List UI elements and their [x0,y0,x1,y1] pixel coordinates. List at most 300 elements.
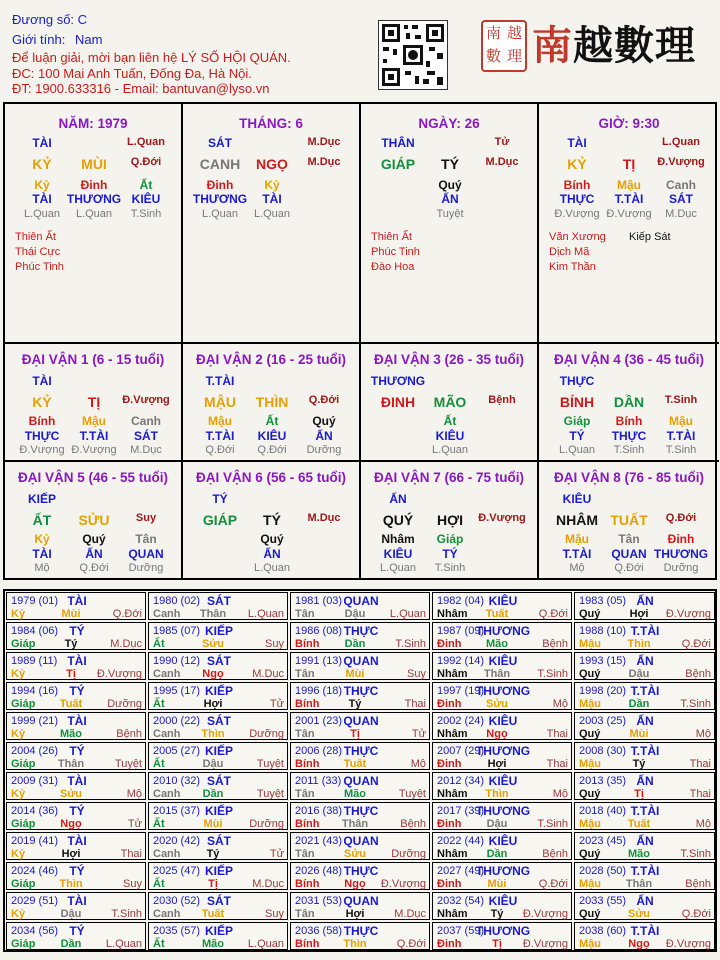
dai-van-r4-c1: TÝ [442,547,458,561]
dai-van-r4-c0: TÝ [569,429,585,443]
year-cell [148,622,288,650]
dai-van-r4-c1: KIÊU [257,429,287,443]
dai-van-r4-c0: THỰC [24,429,60,443]
pillar-r5-c1: L.Quan [253,208,291,220]
dai-van-r2-c1: TUẤT [610,512,648,528]
dai-van-title: ĐẠI VẬN 7 (66 - 75 tuổi) [373,470,525,485]
year-label: 2027 (49) [437,865,485,877]
dai-van-r2-c0: MẬU [204,394,236,410]
year-branch: Dậu [344,608,366,620]
pillar-r3-c1: Mậu [617,178,641,192]
dai-van-r5-c1: Đ.Vượng [71,444,117,456]
year-branch: Hợi [629,608,649,620]
year-phase: Mộ [410,758,426,770]
year-cell [6,712,146,740]
year-stem: Nhâm [437,728,468,740]
year-stem: Mậu [579,938,601,950]
year-branch: Hợi [203,698,223,710]
year-stem: Bính [295,758,320,770]
year-god: QUAN [343,594,379,608]
year-god: SÁT [207,834,231,848]
dai-van-r2-c2: Q.Đới [308,394,340,406]
year-branch: Dần [628,698,650,710]
year-label: 1988 (10) [579,625,627,637]
pillar-r1-c2: L.Quan [662,136,700,148]
year-label: 2002 (24) [437,715,485,727]
year-label: 1991 (13) [295,655,343,667]
year-stem: Canh [153,788,181,800]
year-branch: Tuất [59,698,83,710]
year-cell [290,862,430,890]
year-cell [290,682,430,710]
year-stem: Nhâm [437,848,468,860]
year-stem: Ất [153,878,165,890]
year-label: 2023 (45) [579,835,627,847]
year-label: 2015 (37) [153,805,201,817]
year-label: 2014 (36) [11,805,59,817]
year-label: 2018 (40) [579,805,627,817]
dai-van-r3-c1: Ất [443,414,457,428]
pillar-r2-c2: M.Dục [485,156,519,168]
year-phase: Thai [689,788,711,800]
year-stem: Ất [153,758,165,770]
year-stem: Mậu [579,878,601,890]
year-phase: Tuyệt [398,788,426,800]
year-cell [574,772,715,800]
dai-van-r1-c0: T.TÀI [205,374,235,388]
year-god: ẤN [636,834,654,848]
year-phase: Mộ [552,788,568,800]
dai-van-cell [5,462,183,578]
year-phase: Thai [404,698,426,710]
dai-van-cell [539,344,719,462]
year-cell [290,772,430,800]
year-phase: Bệnh [542,848,568,860]
year-branch: Tý [206,848,220,860]
year-branch: Tị [350,728,360,740]
year-cell [290,712,430,740]
year-cell [148,802,288,830]
year-god: TÝ [69,864,85,878]
year-god: TÝ [69,924,85,938]
contact-phone-email[interactable]: ĐT: 1900.633316 - Email: bantuvan@lyso.vn [12,81,270,96]
year-stem: Quý [579,608,601,620]
year-label: 2038 (60) [579,925,627,937]
year-branch: Tuất [343,758,367,770]
dai-van-r3-c1: Tân [618,532,640,546]
year-cell [432,712,572,740]
dai-van-r4-c1: KIÊU [435,429,465,443]
year-branch: Tuất [485,608,509,620]
dai-van-r2-c0: QUÝ [382,512,414,528]
year-god: KIẾP [204,684,234,698]
year-god: TÝ [69,744,85,758]
year-phase: Q.Đới [538,608,568,620]
year-cell [290,592,430,620]
year-label: 2007 (29) [437,745,485,757]
year-phase: T.Sinh [395,638,426,650]
year-cell [6,862,146,890]
pillar-r1-c2: Tử [494,136,510,148]
dai-van-r3-c1: Mậu [82,414,106,428]
pillar-title: GIỜ: 9:30 [598,116,660,131]
year-phase: Thai [120,848,142,860]
star-item: Kiếp Sát [629,231,671,243]
year-god: KIẾP [204,624,234,638]
dai-van-r4-c2: T.TÀI [666,429,696,443]
dai-van-r5-c1: Q.Đới [257,444,287,456]
year-stem: Mậu [579,698,601,710]
year-label: 2006 (28) [295,745,343,757]
year-stem: Mậu [579,758,601,770]
year-branch: Tị [492,938,502,950]
year-stem: Quý [579,668,601,680]
dai-van-r5-c0: L.Quan [558,444,596,456]
dai-van-r5-c0: L.Quan [379,562,417,574]
year-label: 2030 (52) [153,895,201,907]
seal-stamp: 南 越 數 理 [481,20,527,72]
year-label: 1995 (17) [153,685,201,697]
year-god: ẤN [636,594,654,608]
year-god: TÀI [67,714,87,728]
dai-van-r2-c1: TỊ [87,394,101,410]
year-stem: Ất [153,938,165,950]
year-branch: Dậu [60,908,82,920]
year-god: SÁT [207,654,231,668]
year-label: 2037 (59) [437,925,485,937]
year-branch: Dần [486,848,508,860]
star-item: Văn Xương [549,231,606,243]
year-god: TÀI [67,834,87,848]
pillar-r2-c1: TÝ [441,156,459,172]
year-branch: Sửu [59,788,83,800]
pillar-r4-c1: THƯƠNG [66,192,122,206]
year-cell [432,772,572,800]
qr-code[interactable] [378,20,448,90]
year-label: 2000 (22) [153,715,201,727]
year-label: 2029 (51) [11,895,59,907]
year-branch: Mùi [629,728,649,740]
pillar-r4-c1: TÀI [262,192,282,206]
year-label: 2005 (27) [153,745,201,757]
dai-van-r3-c0: Nhâm [381,532,415,546]
year-phase: Đ.Vượng [380,878,426,890]
year-phase: M.Dục [252,668,284,680]
year-phase: Bệnh [400,818,426,830]
year-stem: Ất [153,638,165,650]
year-god: TÝ [69,684,85,698]
year-branch: Mão [628,848,650,860]
year-god: T.TÀI [630,744,660,758]
pillar-r2-c1: NGỌ [256,156,288,172]
year-god: ẤN [636,714,654,728]
year-cell [6,742,146,770]
year-label: 1990 (12) [153,655,201,667]
year-stem: Kỷ [11,908,26,920]
dai-van-r2-c1: MÃO [433,394,467,410]
year-label: 1987 (09) [437,625,485,637]
dai-van-r3-c2: Mậu [669,414,693,428]
year-cell [290,742,430,770]
year-god: T.TÀI [630,624,660,638]
year-label: 1979 (01) [11,595,59,607]
year-branch: Thân [625,878,653,890]
year-branch: Mão [60,728,82,740]
dai-van-r4-c0: T.TÀI [562,547,592,561]
year-phase: Q.Đới [538,878,568,890]
year-phase: Suy [123,878,142,890]
year-cell [148,712,288,740]
year-label: 2013 (35) [579,775,627,787]
year-label: 1999 (21) [11,715,59,727]
year-stem: Bính [295,878,320,890]
year-branch: Thân [199,608,227,620]
pillar-cell [183,104,361,344]
dai-van-r2-c0: NHÂM [556,512,598,528]
year-cell [290,922,430,950]
year-label: 1985 (07) [153,625,201,637]
year-label: 2020 (42) [153,835,201,847]
year-god: THƯƠNG [475,624,531,638]
pillar-r4-c0: TÀI [32,192,52,206]
year-label: 1986 (08) [295,625,343,637]
year-branch: Mão [486,638,508,650]
year-branch: Ngọ [486,728,508,740]
year-phase: Suy [407,668,426,680]
year-stem: Tân [295,608,315,620]
dai-van-r3-c2: Đinh [667,532,695,546]
year-stem: Quý [579,908,601,920]
pillar-r4-c2: SÁT [669,192,693,206]
year-stem: Giáp [11,638,36,650]
year-branch: Sửu [343,848,367,860]
year-god: ẤN [636,894,654,908]
year-phase: L.Quan [105,938,142,950]
year-phase: Thai [689,758,711,770]
dai-van-title: ĐẠI VẬN 2 (16 - 25 tuổi) [195,352,347,367]
year-cell [148,592,288,620]
dai-van-r5-c1: L.Quan [253,562,291,574]
year-cell [432,682,572,710]
pillar-r2-c1: TỊ [622,156,636,172]
dai-van-r5-c0: Mộ [34,562,50,574]
pillar-r5-c0: L.Quan [201,208,239,220]
year-cell [574,592,715,620]
dai-van-r4-c1: T.TÀI [79,429,109,443]
year-god: KIÊU [488,894,518,908]
dai-van-r4-c0: KIÊU [383,547,413,561]
year-god: TÀI [67,654,87,668]
year-phase: Q.Đới [681,908,711,920]
dai-van-r2-c1: SỬU [78,512,110,528]
dai-van-r2-c2: Đ.Vượng [478,512,526,524]
year-stem: Canh [153,668,181,680]
dai-van-r3-c2: Quý [312,414,336,428]
year-stem: Tân [295,668,315,680]
year-label: 2010 (32) [153,775,201,787]
year-stem: Mậu [579,818,601,830]
year-cell [574,922,715,950]
pillar-r4-c0: THỰC [559,192,595,206]
year-god: THƯƠNG [475,924,531,938]
dai-van-r2-c1: DẦN [613,394,645,410]
year-label: 2036 (58) [295,925,343,937]
year-stem: Giáp [11,758,36,770]
year-cell [148,922,288,950]
year-branch: Dần [60,938,82,950]
year-label: 1981 (03) [295,595,343,607]
year-cell [574,652,715,680]
dai-van-r3-c0: Mậu [565,532,589,546]
year-cell [432,922,572,950]
dai-van-r5-c0: Đ.Vượng [19,444,65,456]
pillar-r2-c0: CANH [199,156,241,172]
year-cell [148,772,288,800]
pillar-title: THÁNG: 6 [239,116,303,131]
year-stem: Canh [153,908,181,920]
year-label: 1998 (20) [579,685,627,697]
dai-van-r4-c2: ẤN [315,429,333,443]
pillar-r2-c0: GIÁP [380,156,416,172]
year-stem: Ất [153,818,165,830]
year-phase: Suy [265,638,284,650]
year-stem: Tân [295,848,315,860]
year-label: 1982 (04) [437,595,485,607]
year-phase: Dưỡng [249,728,284,740]
brand-title [532,14,696,71]
year-stem: Nhâm [437,608,468,620]
dai-van-r4-c1: ẤN [263,547,281,561]
year-phase: Bệnh [116,728,142,740]
year-branch: Tị [634,788,644,800]
dai-van-r2-c0: ẤT [32,512,52,528]
pillar-r2-c2: M.Dục [307,156,341,168]
pillar-r2-c0: KỶ [567,156,587,172]
year-branch: Tị [208,878,218,890]
pillar-r2-c0: KỶ [32,156,52,172]
year-branch: Dần [344,638,366,650]
pillar-r3-c2: Ất [139,178,153,192]
year-label: 2011 (33) [295,775,342,787]
year-label: 1992 (14) [437,655,485,667]
year-god: THƯƠNG [475,684,531,698]
year-label: 2028 (50) [579,865,627,877]
year-stem: Ất [153,698,165,710]
year-phase: Q.Đới [681,638,711,650]
dai-van-r3-c0: Giáp [563,414,591,428]
year-label: 2008 (30) [579,745,627,757]
year-phase: Q.Đới [396,938,426,950]
year-label: 2012 (34) [437,775,485,787]
year-branch: Mùi [203,818,223,830]
dai-van-r5-c1: T.Sinh [434,562,466,574]
year-phase: Tuyệt [256,788,284,800]
year-cell [6,682,146,710]
year-phase: Bệnh [685,878,711,890]
year-cell [432,592,572,620]
year-stem: Kỷ [11,608,26,620]
dai-van-r3-c0: Kỷ [34,532,50,546]
dai-van-r2-c0: GIÁP [202,512,238,528]
year-cell [6,892,146,920]
year-branch: Thìn [201,728,225,740]
brand-first-char: 南 [532,22,573,69]
dai-van-r5-c2: T.Sinh [665,444,697,456]
year-cell [290,622,430,650]
year-phase: Tử [411,728,426,740]
year-god: T.TÀI [630,804,660,818]
year-phase: M.Dục [394,908,426,920]
pillar-stars-right [629,230,671,245]
dai-van-r3-c1: Ất [265,414,279,428]
year-cell [574,712,715,740]
year-cell [6,592,146,620]
year-branch: Ngọ [628,938,650,950]
year-stem: Bính [295,638,320,650]
year-god: QUAN [343,894,379,908]
dai-van-r3-c1: Bính [615,414,643,428]
dai-van-r5-c2: Dưỡng [128,562,164,574]
year-god: T.TÀI [630,864,660,878]
year-phase: Bệnh [685,668,711,680]
star-item: Thái Cực [15,246,61,258]
year-stem: Quý [579,788,601,800]
year-branch: Thìn [59,878,83,890]
year-stem: Kỷ [11,728,26,740]
year-branch: Mão [202,938,224,950]
dai-van-r1-c0: TÝ [212,492,228,506]
contact-address: ĐC: 100 Mai Anh Tuấn, Đống Đa, Hà Nội. [12,66,252,81]
dai-van-r4-c1: ẤN [85,547,103,561]
year-label: 2032 (54) [437,895,485,907]
year-branch: Ngọ [60,818,82,830]
year-label: 1994 (16) [11,685,59,697]
year-label: 2033 (55) [579,895,627,907]
year-cell [290,652,430,680]
year-cell [574,742,715,770]
dai-van-r3-c1: Quý [260,532,284,546]
pillar-r3-c0: Đinh [206,178,234,192]
year-stem: Nhâm [437,908,468,920]
year-phase: T.Sinh [680,698,711,710]
year-god: TÝ [69,804,85,818]
year-branch: Thân [483,668,511,680]
dai-van-r3-c2: Canh [131,414,161,428]
year-phase: Đ.Vượng [522,908,568,920]
year-label: 2022 (44) [437,835,485,847]
year-phase: Thai [546,758,568,770]
year-stem: Giáp [11,698,36,710]
dai-van-r1-c0: KIẾP [27,492,57,506]
year-branch: Dậu [628,668,650,680]
dai-van-r2-c2: Bệnh [488,394,516,406]
star-item: Dịch Mã [549,246,590,258]
year-stem: Giáp [11,938,36,950]
year-phase: Mộ [552,698,568,710]
dai-van-r5-c2: M.Dục [130,444,162,456]
year-stem: Bính [295,818,320,830]
year-label: 2004 (26) [11,745,59,757]
dai-van-r2-c2: Đ.Vượng [122,394,170,406]
dai-van-title: ĐẠI VẬN 6 (56 - 65 tuổi) [195,470,347,485]
pillar-r5-c0: L.Quan [23,208,61,220]
year-god: THỰC [343,624,379,638]
pillar-cell [539,104,719,344]
pillar-r1-c2: L.Quan [127,136,165,148]
year-god: QUAN [343,834,379,848]
year-cell [432,892,572,920]
year-god: KIẾP [204,744,234,758]
